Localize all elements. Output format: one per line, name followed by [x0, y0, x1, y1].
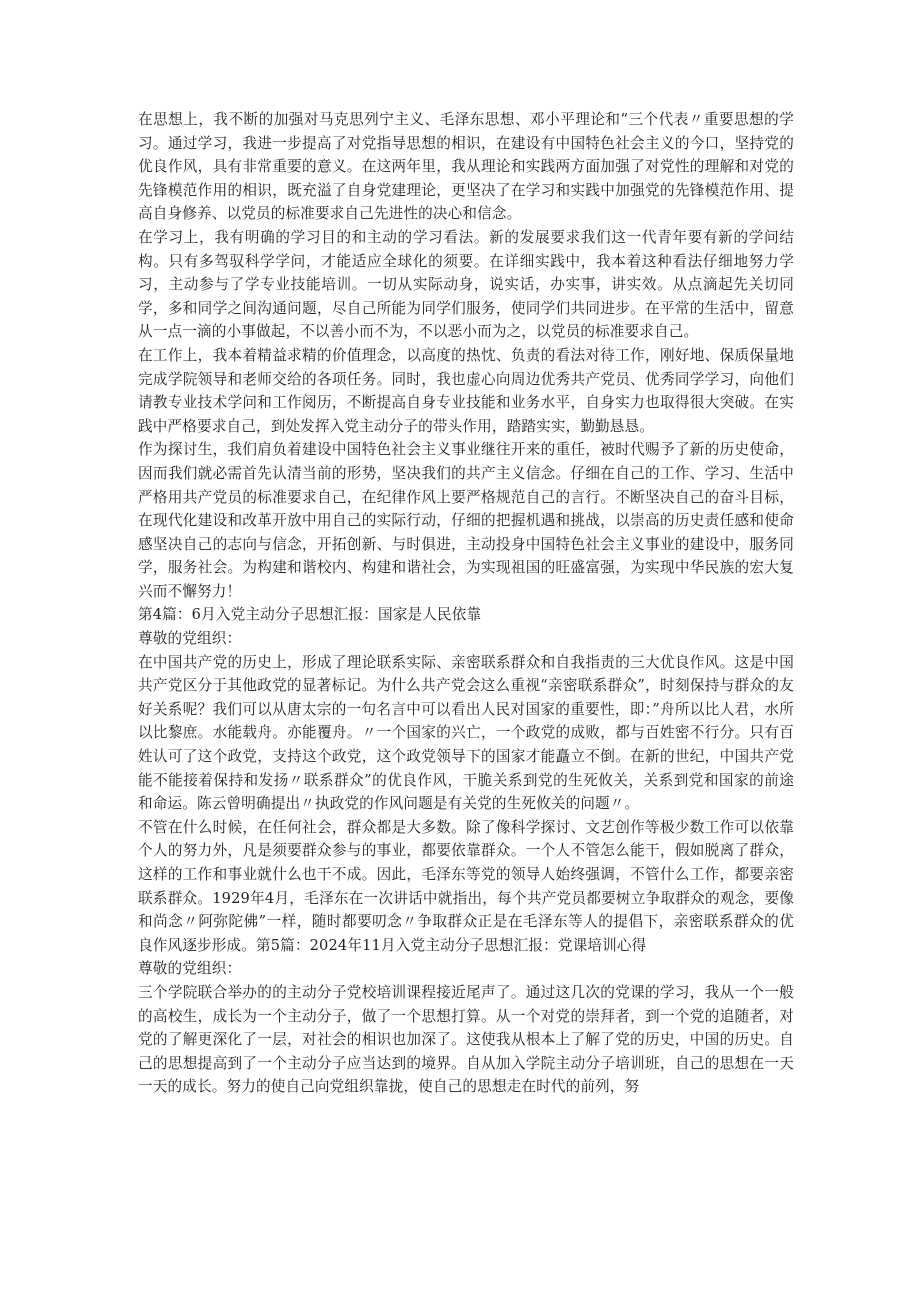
section-title-4: 第4篇：6月入党主动分子思想汇报：国家是人民依靠 [138, 606, 482, 624]
paragraph-masses: 不管在什么时候，在任何社会，群众都是大多数。除了像科学探讨、文艺创作等极少数工作可以依靠个人的努力外，凡是须要群众参与的事业，都要依靠群众。一个人不管怎么能干，假如脱离了群众，这样的工作和事业就什么也干不成。因此，毛泽东等党的领导人始终强调，不管什么工作，都要亲密联系群众。1929年4月，毛泽东在一次讲话中就指出，每个共产党员都要树立争取群众的观念，要像和尚念〃阿弥陀佛”一样，随时都要叨念〃争取群众正是在毛泽东等人的提倡下，亲密联系群众的优良作风逐步形成。第5篇：2024年11月入党主动分子思想汇报：党课培训心得 [138, 818, 794, 954]
paragraph-work: 在工作上，我本着精益求精的价值理念，以高度的热忱、负责的看法对待工作，刚好地、保质保量地完成学院领导和老师交给的各项任务。同时，我也虚心向周边优秀共产党员、优秀同学学习，向他们请教专业技术学问和工作阅历，不断提高自身专业技能和业务水平，自身实力也取得很大突破。在实践中严格要求自己，到处发挥入党主动分子的带头作用，踏踏实实，勤勤恳恳。 [138, 346, 794, 435]
salutation: 尊敬的党组织： [138, 630, 242, 648]
paragraph-party-school: 三个学院联合举办的的主动分子党校培训课程接近尾声了。通过这几次的党课的学习，我从一个一般的高校生，成长为一个主动分子，做了一个思想打算。从一个对党的崇拜者，到一个党的追随者，对党的了解更深化了一层，对社会的相识也加深了。这使我从根本上了解了党的历史，中国的历史。自己的思想提高到了一个主动分子应当达到的境界。自从加入学院主动分子培训班，自己的思想在一天一天的成长。努力的使自己向党组织靠拢，使自己的思想走在时代的前列，努 [138, 983, 794, 1096]
paragraph-thought: 在思想上，我不断的加强对马克思列宁主义、毛泽东思想、邓小平理论和“三个代表〃重要思想的学习。通过学习，我进一步提高了对党指导思想的相识，在建设有中国特色社会主义的今口，坚持党的优良作风，具有非常重要的意义。在这两年里，我从理论和实践两方面加强了对党性的理解和对党的先锋模范作用的相识，既充溢了自身党建理论，更坚决了在学习和实践中加强党的先锋模范作用、提高自身修养、以党员的标准要求自己先进性的决心和信念。 [138, 111, 794, 223]
paragraph-study: 在学习上，我有明确的学习目的和主动的学习看法。新的发展要求我们这一代青年要有新的学问结构。只有多驾驭科学学问，才能适应全球化的须要。在详细实践中，我本着这种看法仔细地努力学习，主动参与了学专业技能培训。一切从实际动身，说实话，办实事，讲实效。从点滴起先关切同学，多和同学之间沟通问题，尽自己所能为同学们服务，使同学们共同进步。在平常的生活中，留意从一点一滴的小事做起，不以善小而不为，不以恶小而为之，以党员的标准要求自己。 [138, 228, 794, 341]
salutation: 尊敬的党组织： [138, 960, 242, 978]
paragraph-graduate: 作为探讨生，我们肩负着建设中国特色社会主义事业继往开来的重任，被时代赐予了新的历史使命，因而我们就必需首先认清当前的形势，坚决我们的共产主义信念。仔细在自己的工作、学习、生活中严格用共产党员的标准要求自己，在纪律作风上要严格规范自己的言行。不断坚决自己的奋斗目标，在现代化建设和改革开放中用自己的实际行动，仔细的把握机遇和挑战，以崇高的历史责任感和使命感坚决自己的志向与信念，开拓创新、与时俱进，主动投身中国特色社会主义事业的建设中，服务同学，服务社会。为构建和谐校内、构建和谐社会，为实现祖国的旺盛富强，为实现中华民族的宏大复兴而不懈努力！ [138, 441, 794, 600]
document-body [138, 108, 794, 1099]
paragraph-history: 在中国共产党的历史上，形成了理论联系实际、亲密联系群众和自我指责的三大优良作风。这是中国共产党区分于其他政党的显著标记。为什么共产党会这么重视“亲密联系群众”，时刻保持与群众的友好关系呢？我们可以从唐太宗的一句名言中可以看出人民对国家的重要性，即：”舟所以比人君，水所以比黎庶。水能载舟。亦能覆舟。〃一个国家的兴亡，一个政党的成败，都与百姓密不行分。只有百姓认可了这个政党，支持这个政党，这个政党领导下的国家才能矗立不倒。在新的世纪，中国共产党能不能接着保持和发扬〃联系群众”的优良作风，干脆关系到党的生死攸关，关系到党和国家的前途和命运。陈云曾明确提出〃执政党的作风问题是有关党的生死攸关的问题〃。 [138, 653, 794, 813]
